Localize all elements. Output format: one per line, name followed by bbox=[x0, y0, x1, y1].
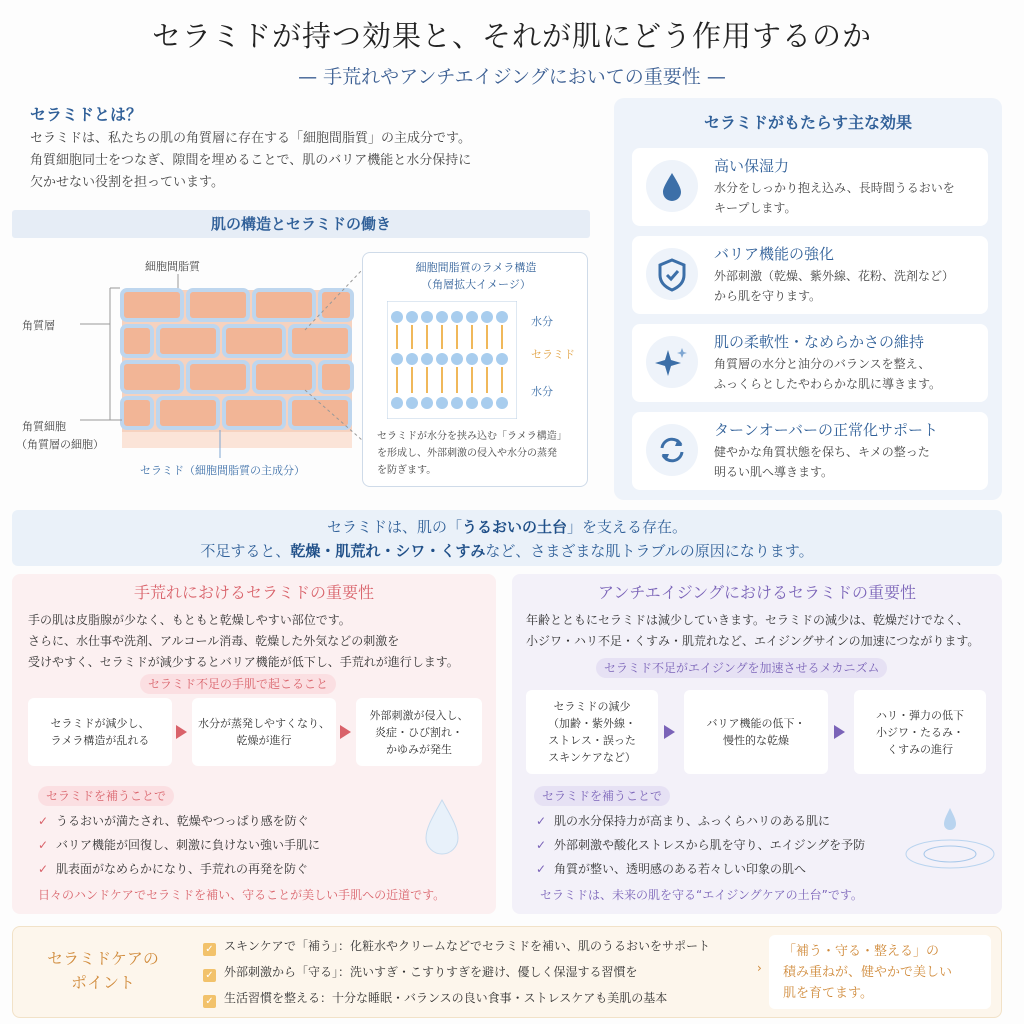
checkbox-icon: ✓ bbox=[203, 943, 216, 956]
flow-text: バリア機能の低下・ bbox=[706, 717, 806, 730]
care-point: スキンケアで「補う」：化粧水やクリームなどでセラミドを補い、肌のうるおいをサポート bbox=[224, 939, 711, 953]
points-heading: ポイント bbox=[70, 973, 135, 992]
flow-text: 小ジワ・たるみ・ bbox=[876, 725, 964, 739]
checkbox-icon: ✓ bbox=[203, 995, 216, 1008]
zoom-note-line: セラミドが水分を挟み込む「ラメラ構造」 bbox=[377, 431, 567, 442]
page-title: セラミドが持つ効果と、それが肌にどう作用するのか bbox=[151, 19, 872, 53]
flow-text: ハリ・弾力の低下 bbox=[876, 708, 964, 722]
effect-card bbox=[632, 148, 988, 226]
zoom-note-line: を形成し、外部刺激の侵入や水分の蒸発 bbox=[377, 448, 557, 459]
hand-text-line: 手の肌は皮脂腺が少なく、もともと乾燥しやすい部位です。 bbox=[28, 613, 351, 627]
effect-card bbox=[632, 324, 988, 402]
zoom-label-water-bottom: 水分 bbox=[531, 385, 553, 398]
check-icon: ✓ bbox=[38, 838, 49, 852]
intro-line: 欠かせない役割を担っています。 bbox=[30, 175, 224, 190]
zoom-note-line: を防ぎます。 bbox=[377, 465, 437, 476]
hand-flow-step bbox=[28, 698, 172, 766]
hand-flow-step bbox=[356, 698, 482, 766]
label-intercellular-lipid: 細胞間脂質 bbox=[145, 260, 200, 273]
anti-aging-section bbox=[512, 574, 1002, 914]
aging-benefit-label: セラミドを補うことで bbox=[534, 786, 670, 806]
zoom-label-water-top: 水分 bbox=[531, 315, 553, 328]
aging-footer: セラミドは、未来の肌を守る“エイジングケアの土台”です。 bbox=[540, 888, 863, 902]
aging-benefit: 外部刺激や酸化ストレスから肌を守り、エイジングを予防 bbox=[554, 838, 866, 852]
sparkle-icon bbox=[646, 336, 698, 388]
page-subtitle: — 手荒れやアンチエイジングにおいての重要性 — bbox=[298, 66, 726, 88]
flow-text: セラミドの減少 bbox=[553, 700, 631, 713]
flow-text: くすみの進行 bbox=[887, 742, 953, 756]
flow-text: ラメラ構造が乱れる bbox=[50, 734, 150, 747]
aging-flow-label: セラミド不足がエイジングを加速させるメカニズム bbox=[596, 658, 887, 678]
flow-text: 乾燥が進行 bbox=[236, 734, 292, 747]
lamellar-structure-diagram bbox=[387, 301, 517, 419]
care-point: 生活習慣を整える：十分な睡眠・バランスの良い食事・ストレスケアも美肌の基本 bbox=[224, 991, 668, 1005]
flow-text: 水分が蒸発しやすくなり、 bbox=[198, 717, 330, 730]
water-drop-icon bbox=[412, 796, 472, 866]
effect-desc: キープします。 bbox=[714, 201, 797, 215]
effect-card bbox=[632, 236, 988, 314]
arrow-right-icon bbox=[176, 725, 187, 739]
banner-line-1 bbox=[12, 515, 1002, 539]
arrow-right-icon bbox=[340, 725, 351, 739]
zoom-subtitle: （角層拡大イメージ） bbox=[421, 278, 531, 291]
hand-flow-label: セラミド不足の手肌で起こること bbox=[140, 674, 336, 694]
banner-text: など、さまざまな肌トラブルの原因になります。 bbox=[485, 542, 814, 560]
intro-text bbox=[30, 128, 590, 194]
effect-desc: 明るい肌へ導きます。 bbox=[714, 465, 834, 479]
banner-text: 不足すると、 bbox=[200, 542, 291, 560]
hand-text-line: 受けやすく、セラミドが減少するとバリア機能が低下し、手荒れが進行します。 bbox=[28, 655, 459, 669]
flow-text: 外部刺激が侵入し、 bbox=[369, 708, 469, 722]
zoom-title: 細胞間脂質のラメラ構造 bbox=[415, 261, 537, 274]
effect-title: 肌の柔軟性・なめらかさの維持 bbox=[714, 333, 925, 351]
banner-text: セラミドは、肌の「 bbox=[326, 518, 462, 536]
points-quote: 積み重ねが、健やかで美しい bbox=[783, 965, 953, 980]
structure-heading: 肌の構造とセラミドの働き bbox=[12, 210, 590, 238]
zoom-label-ceramide: セラミド bbox=[531, 348, 575, 361]
hand-flow-step bbox=[192, 698, 336, 766]
water-ripple-icon bbox=[902, 804, 998, 874]
intro-heading: セラミドとは？ bbox=[30, 105, 143, 124]
effects-heading: セラミドがもたらす主な効果 bbox=[703, 113, 912, 132]
effect-desc: 水分をしっかり抱え込み、長時間うるおいを bbox=[714, 181, 955, 195]
check-icon: ✓ bbox=[38, 862, 49, 876]
check-icon: ✓ bbox=[536, 814, 547, 828]
banner-text: 」を支える存在。 bbox=[567, 518, 688, 536]
flow-text: （加齢・紫外線・ bbox=[548, 717, 636, 730]
flow-text: スキンケアなど） bbox=[548, 751, 636, 764]
check-icon: ✓ bbox=[536, 862, 547, 876]
arrow-right-icon bbox=[664, 725, 675, 739]
care-points-panel bbox=[12, 926, 1002, 1018]
shield-icon bbox=[646, 248, 698, 300]
arrow-right-icon bbox=[834, 725, 845, 739]
points-heading: セラミドケアの bbox=[47, 949, 159, 968]
aging-flow-step bbox=[684, 690, 828, 774]
points-quote: 肌を育てます。 bbox=[783, 986, 873, 1001]
effect-title: バリア機能の強化 bbox=[714, 245, 835, 263]
label-stratum-corneum: 角質層 bbox=[22, 319, 55, 332]
check-icon: ✓ bbox=[38, 814, 49, 828]
hand-heading: 手荒れにおけるセラミドの重要性 bbox=[133, 583, 374, 602]
aging-text-line: 小ジワ・ハリ不足・くすみ・肌荒れなど、エイジングサインの加速につながります。 bbox=[526, 634, 980, 648]
label-corneocyte: 角質細胞 bbox=[22, 420, 66, 433]
hand-text-line: さらに、水仕事や洗剤、アルコール消毒、乾燥した外気などの刺激を bbox=[28, 634, 400, 648]
aging-heading: アンチエイジングにおけるセラミドの重要性 bbox=[597, 583, 916, 602]
check-icon: ✓ bbox=[536, 838, 547, 852]
aging-benefit: 角質が整い、透明感のある若々しい印象の肌へ bbox=[554, 862, 807, 876]
effect-desc: 外部刺激（乾燥、紫外線、花粉、洗剤など） bbox=[714, 269, 955, 283]
key-message-banner bbox=[12, 510, 1002, 566]
label-corneocyte-sub: （角質層の細胞） bbox=[16, 438, 104, 451]
flow-text: セラミドが減少し、 bbox=[50, 717, 150, 730]
hand-benefit: バリア機能が回復し、刺激に負けない強い手肌に bbox=[56, 838, 321, 852]
banner-emphasis: うるおいの土台 bbox=[461, 518, 567, 536]
lamellar-zoom-panel bbox=[362, 252, 588, 487]
flow-text: かゆみが発生 bbox=[386, 742, 452, 756]
banner-emphasis: 乾燥・肌荒れ・シワ・くすみ bbox=[290, 542, 486, 560]
flow-text: ストレス・誤った bbox=[548, 734, 636, 747]
care-point: 外部刺激から「守る」：洗いすぎ・こすりすぎを避け、優しく保湿する習慣を bbox=[224, 965, 638, 979]
aging-flow-step bbox=[526, 690, 658, 774]
aging-benefit: 肌の水分保持力が高まり、ふっくらハリのある肌に bbox=[554, 814, 831, 828]
points-quote: 「補う・守る・整える」の bbox=[783, 944, 940, 959]
effect-desc: から肌を守ります。 bbox=[714, 289, 822, 303]
effect-desc: ふっくらとしたやわらかな肌に導きます。 bbox=[714, 377, 942, 391]
hand-benefit-label: セラミドを補うことで bbox=[38, 786, 174, 806]
zoom-guide-lines bbox=[300, 260, 370, 460]
intro-line: セラミドは、私たちの肌の角質層に存在する「細胞間脂質」の主成分です。 bbox=[30, 131, 471, 146]
aging-text-line: 年齢とともにセラミドは減少していきます。セラミドの減少は、乾燥だけでなく、 bbox=[526, 613, 969, 627]
flow-text: 慢性的な乾燥 bbox=[723, 734, 789, 747]
aging-flow-step bbox=[854, 690, 986, 774]
hand-benefit: 肌表面がなめらかになり、手荒れの再発を防ぐ bbox=[56, 862, 309, 876]
effects-panel bbox=[614, 98, 1002, 500]
effect-desc: 角質層の水分と油分のバランスを整え、 bbox=[714, 357, 931, 371]
effect-title: ターンオーバーの正常化サポート bbox=[714, 421, 938, 439]
hand-care-section bbox=[12, 574, 496, 914]
intro-line: 角質細胞同士をつなぎ、隙間を埋めることで、肌のバリア機能と水分保持に bbox=[30, 153, 472, 168]
label-ceramide: セラミド（細胞間脂質の主成分） bbox=[140, 464, 305, 477]
effect-desc: 健やかな角質状態を保ち、キメの整った bbox=[714, 445, 930, 459]
effect-title: 高い保湿力 bbox=[714, 157, 790, 175]
flow-text: 炎症・ひび割れ・ bbox=[375, 725, 463, 739]
arrow-icon: › bbox=[757, 961, 762, 975]
banner-line-2 bbox=[12, 539, 1002, 563]
water-drop-icon bbox=[646, 160, 698, 212]
effect-card bbox=[632, 412, 988, 490]
checkbox-icon: ✓ bbox=[203, 969, 216, 982]
cycle-icon bbox=[646, 424, 698, 476]
hand-benefit: うるおいが満たされ、乾燥やつっぱり感を防ぐ bbox=[56, 814, 309, 828]
hand-footer: 日々のハンドケアでセラミドを補い、守ることが美しい手肌への近道です。 bbox=[38, 888, 446, 902]
